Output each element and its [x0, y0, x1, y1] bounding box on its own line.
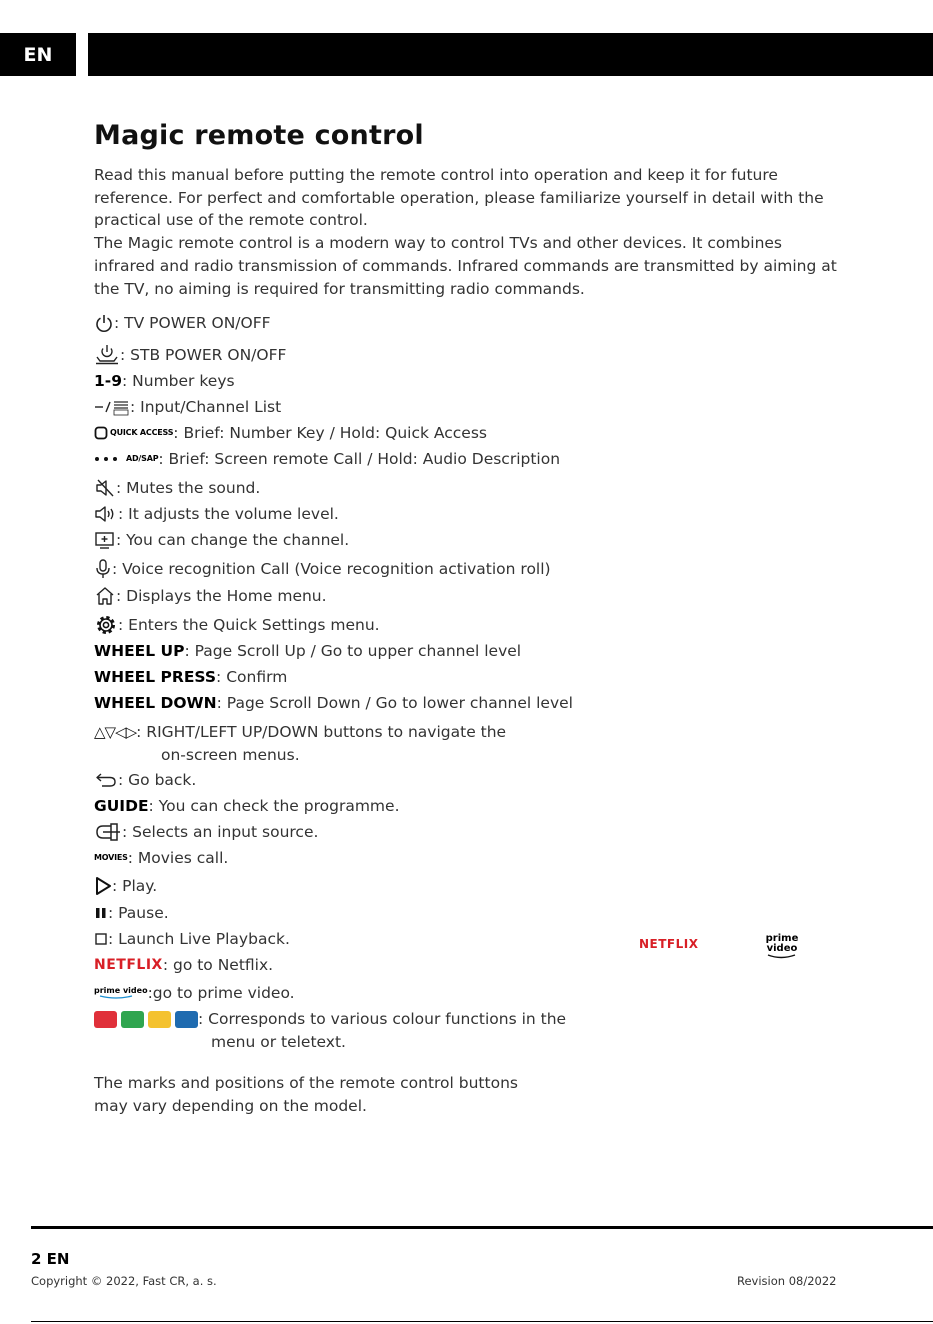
item-text: : You can change the channel. — [116, 531, 350, 549]
item-text: : Selects an input source. — [122, 823, 319, 841]
item-navigation-continued: on-screen menus. — [161, 746, 300, 764]
yellow-button-icon — [148, 1011, 171, 1028]
item-text: : Enters the Quick Settings menu. — [118, 616, 380, 634]
intro-paragraph-1: Read this manual before putting the remote control into operation and keep it for future reference. For perfect and comfortable operation, please familiarize yourself in detail with the practical use of the remote control. — [94, 166, 824, 230]
channel-icon — [94, 530, 116, 550]
item-text: : Page Scroll Up / Go to upper channel level — [184, 642, 522, 660]
item-text: : Go back. — [118, 771, 197, 789]
item-text: : You can check the programme. — [148, 797, 400, 815]
item-navigation — [94, 721, 506, 743]
three-dots-icon — [94, 454, 122, 464]
stop-square-icon — [94, 932, 108, 946]
guide-label: GUIDE — [94, 797, 149, 815]
red-button-icon — [94, 1011, 117, 1028]
adsap-label: AD/SAP — [126, 454, 159, 463]
item-adsap — [94, 448, 560, 470]
item-wheel-press — [94, 666, 287, 688]
power-icon — [94, 313, 114, 333]
item-back — [94, 769, 196, 791]
item-quick-access — [94, 422, 487, 444]
item-input-source — [94, 821, 318, 843]
mute-icon — [94, 478, 116, 498]
item-text: : It adjusts the volume level. — [118, 505, 339, 523]
page-number: 2 EN — [31, 1250, 70, 1268]
footer-rule — [31, 1226, 933, 1229]
item-prime-video — [94, 982, 295, 1004]
prime-side-line-1: prime — [765, 933, 799, 944]
item-text: : Movies call. — [127, 849, 229, 867]
item-text: : Displays the Home menu. — [116, 587, 327, 605]
item-input-list — [94, 396, 281, 418]
quick-access-icon — [94, 426, 108, 440]
copyright: Copyright © 2022, Fast CR, a. s. — [31, 1274, 217, 1288]
prime-video-label: prime video — [94, 986, 148, 995]
item-text: : Page Scroll Down / Go to lower channel level — [216, 694, 573, 712]
item-text: : go to Netflix. — [162, 956, 274, 974]
stb-power-icon — [94, 344, 120, 366]
bottom-rule — [31, 1321, 933, 1322]
item-stb-power — [94, 344, 286, 366]
item-guide — [94, 795, 400, 817]
input-source-icon — [94, 822, 122, 842]
intro-text — [94, 164, 844, 300]
item-text: : Input/Channel List — [130, 398, 282, 416]
header-bar — [88, 33, 933, 76]
item-voice — [94, 558, 551, 580]
back-arrow-icon — [94, 771, 118, 789]
item-text: : Launch Live Playback. — [108, 930, 290, 948]
item-play — [94, 875, 157, 897]
blue-button-icon — [175, 1011, 198, 1028]
item-volume — [94, 503, 339, 525]
item-text: : TV POWER ON/OFF — [114, 314, 271, 332]
item-colour-buttons — [94, 1008, 566, 1030]
prime-video-logo — [94, 986, 148, 1000]
prime-side-line-2: video — [766, 943, 798, 954]
volume-icon — [94, 504, 118, 524]
item-wheel-up — [94, 640, 521, 662]
revision: Revision 08/2022 — [737, 1274, 837, 1288]
item-text: : Voice recognition Call (Voice recognition activation roll) — [112, 560, 551, 578]
item-movies — [94, 847, 228, 869]
item-text: : RIGHT/LEFT UP/DOWN buttons to navigate the — [136, 723, 507, 741]
item-text: : STB POWER ON/OFF — [120, 346, 287, 364]
item-colour-buttons-continued: menu or teletext. — [211, 1033, 346, 1051]
item-text: : Brief: Screen remote Call / Hold: Audio Description — [158, 450, 561, 468]
item-home — [94, 585, 327, 607]
item-live — [94, 928, 290, 950]
wheel-up-label: WHEEL UP — [94, 642, 185, 660]
model-note: The marks and positions of the remote control buttons may vary depending on the model. — [94, 1074, 518, 1115]
item-text: : Pause. — [108, 904, 169, 922]
item-text: : Brief: Number Key / Hold: Quick Access — [173, 424, 487, 442]
item-channel — [94, 529, 349, 551]
item-mute — [94, 477, 260, 499]
number-keys-label: 1-9 — [94, 372, 123, 390]
item-text: : Corresponds to various colour functions in the — [198, 1010, 567, 1028]
item-number-keys — [94, 370, 235, 392]
page-title: Magic remote control — [94, 120, 424, 151]
item-text: : Confirm — [216, 668, 288, 686]
item-wheel-down — [94, 692, 573, 714]
netflix-side-logo: NETFLIX — [639, 937, 699, 951]
green-button-icon — [121, 1011, 144, 1028]
wheel-down-label: WHEEL DOWN — [94, 694, 217, 712]
item-text: :go to prime video. — [147, 984, 295, 1002]
gear-icon — [94, 613, 118, 637]
wheel-press-label: WHEEL PRESS — [94, 668, 217, 686]
item-tv-power — [94, 312, 271, 334]
netflix-logo: NETFLIX — [94, 957, 163, 973]
language-tab: EN — [0, 33, 76, 76]
intro-paragraph-2: The Magic remote control is a modern way to control TVs and other devices. It combines infrared and radio transmission of commands. Infrared commands are transmitted by aiming at the TV, no aiming is required for transmitting radio commands. — [94, 234, 837, 298]
play-icon — [94, 876, 112, 896]
item-pause — [94, 902, 169, 924]
microphone-icon — [94, 558, 112, 580]
prime-video-side-logo — [765, 934, 799, 960]
item-text: : Play. — [112, 877, 158, 895]
item-text: : Mutes the sound. — [116, 479, 261, 497]
nav-arrows-icon: △▽◁▷ — [94, 723, 137, 741]
item-text: : Number keys — [122, 372, 235, 390]
movies-label: MOVIES — [94, 853, 128, 862]
pause-icon — [94, 906, 108, 920]
home-icon — [94, 586, 116, 606]
item-settings — [94, 613, 380, 637]
dash-list-icon — [94, 398, 130, 416]
quick-access-label: QUICK ACCESS — [110, 428, 174, 437]
item-netflix — [94, 954, 273, 976]
